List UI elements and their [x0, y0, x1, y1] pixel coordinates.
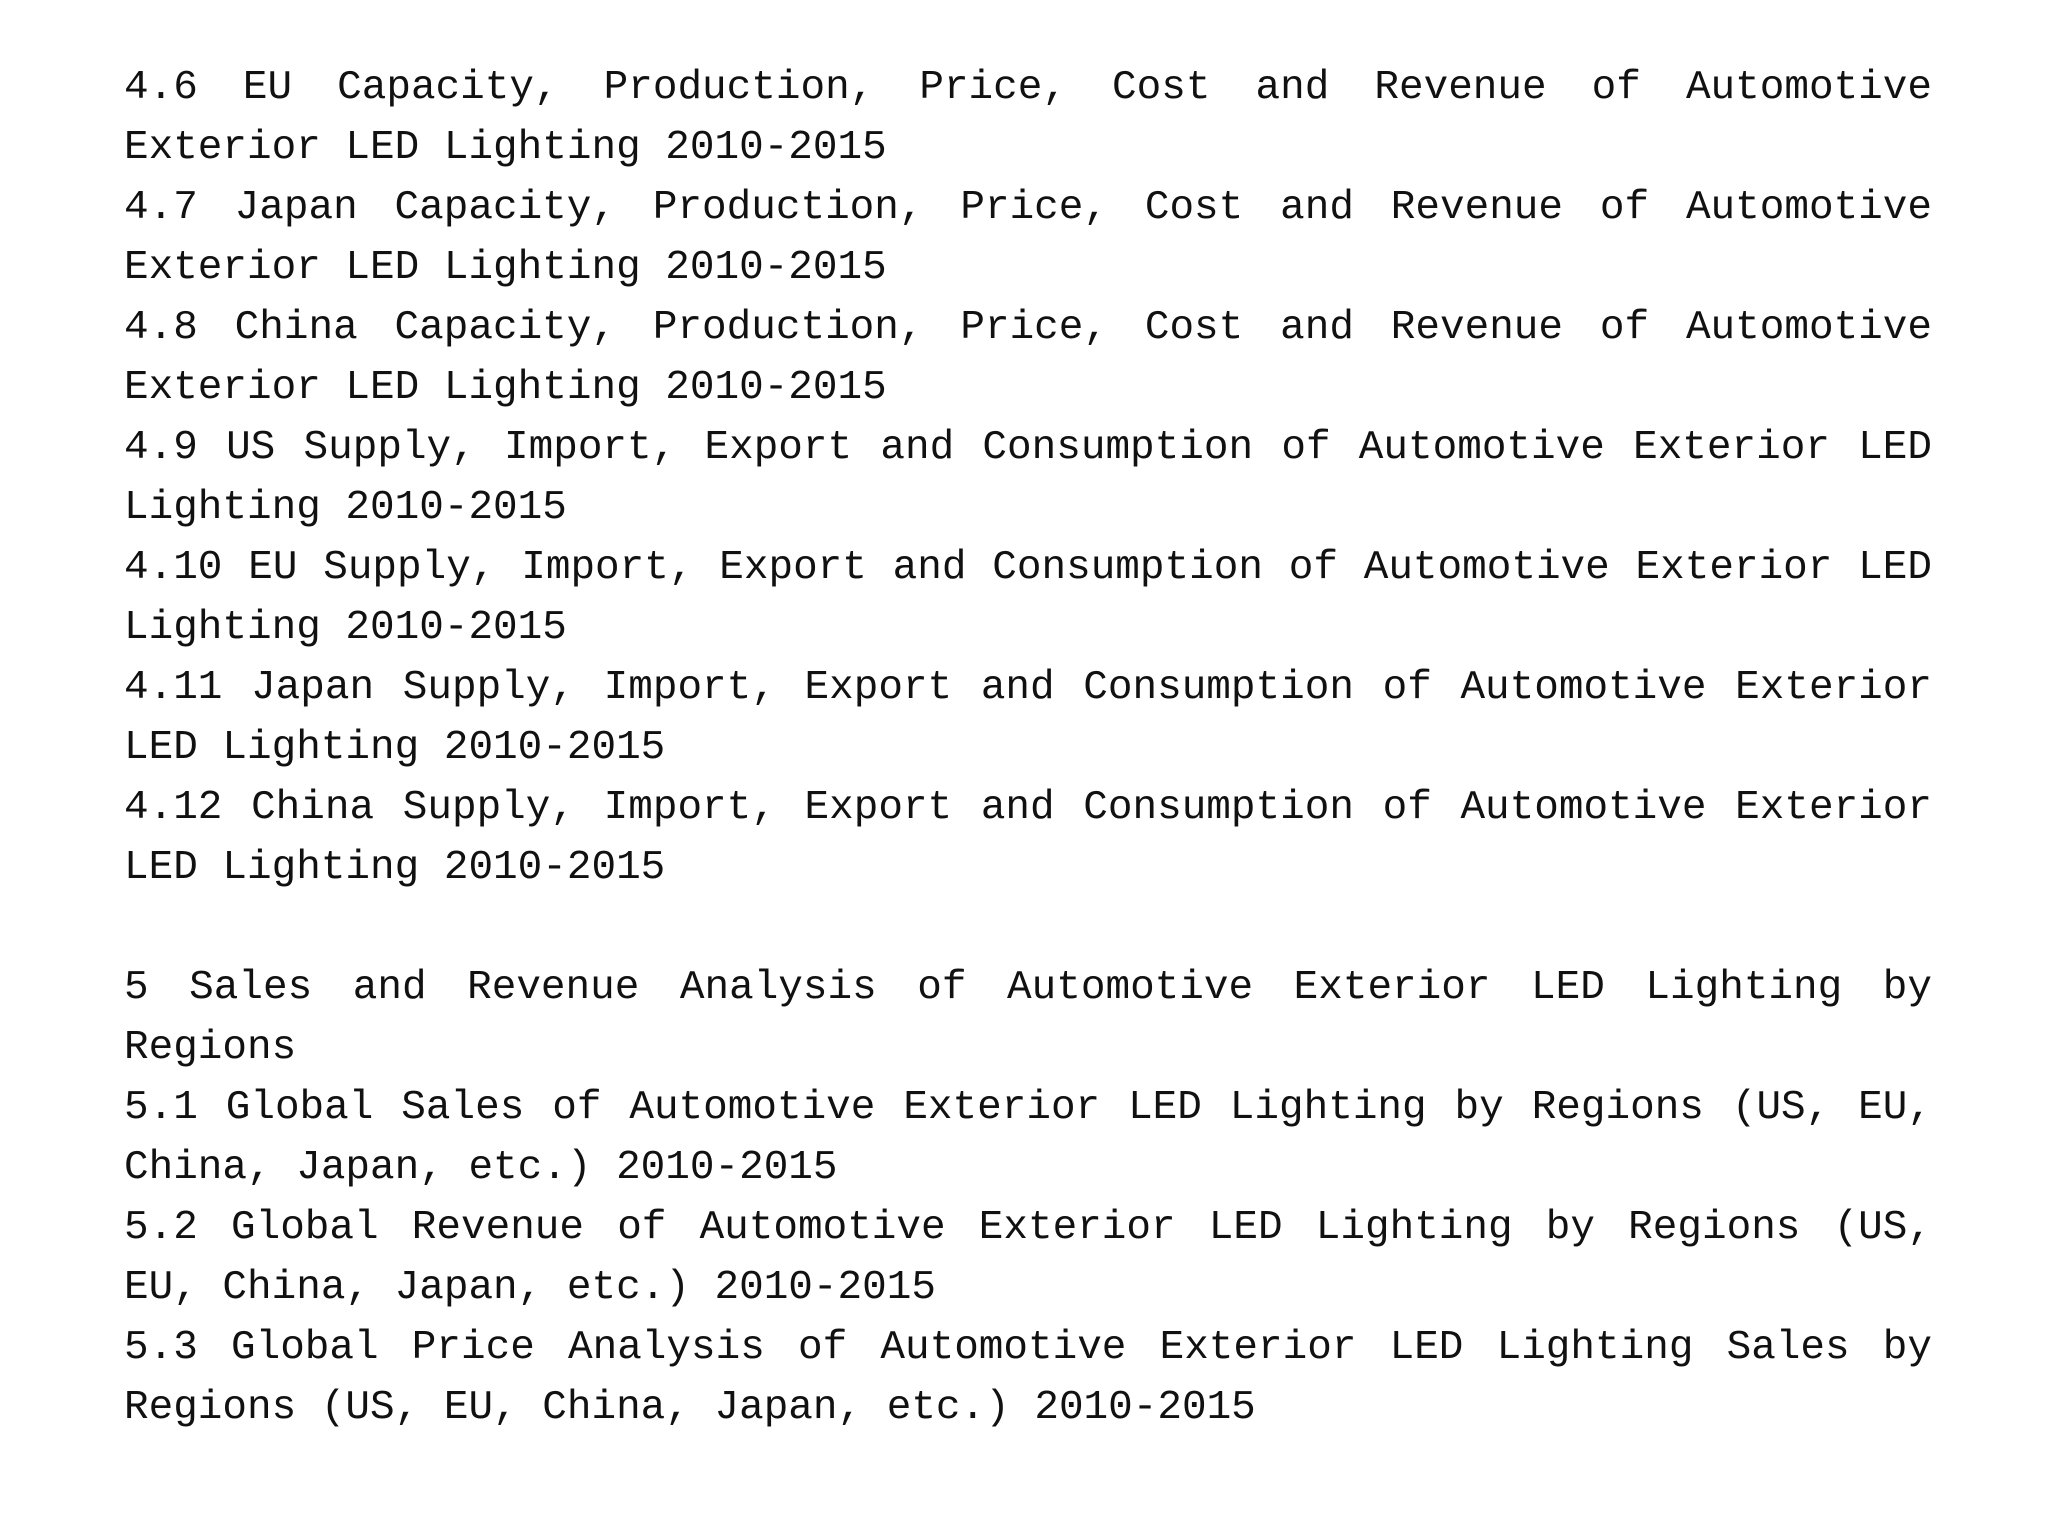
- toc-entry-4-7: 4.7 Japan Capacity, Production, Price, Cost and Revenue of Automotive Exterior LED Lighting 2010-2015: [124, 185, 1932, 291]
- toc-entry-4-12: 4.12 China Supply, Import, Export and Consumption of Automotive Exterior LED Lighting 2010-2015: [124, 785, 1932, 891]
- toc-entry-5-1: 5.1 Global Sales of Automotive Exterior LED Lighting by Regions (US, EU, China, Japan, etc.) 2010-2015: [124, 1085, 1932, 1191]
- toc-entry-5-3: 5.3 Global Price Analysis of Automotive Exterior LED Lighting Sales by Regions (US, EU, China, Japan, etc.) 2010-2015: [124, 1325, 1932, 1431]
- toc-entry-4-8: 4.8 China Capacity, Production, Price, Cost and Revenue of Automotive Exterior LED Lighting 2010-2015: [124, 305, 1932, 411]
- toc-entry-5-2: 5.2 Global Revenue of Automotive Exterior LED Lighting by Regions (US, EU, China, Japan, etc.) 2010-2015: [124, 1205, 1932, 1311]
- toc-entry-4-10: 4.10 EU Supply, Import, Export and Consumption of Automotive Exterior LED Lighting 2010-2015: [124, 545, 1932, 651]
- toc-entry-4-11: 4.11 Japan Supply, Import, Export and Consumption of Automotive Exterior LED Lighting 2010-2015: [124, 665, 1932, 771]
- section-spacer: [124, 898, 1932, 958]
- section-5-heading: 5 Sales and Revenue Analysis of Automotive Exterior LED Lighting by Regions: [124, 965, 1932, 1071]
- table-of-contents: [124, 58, 1932, 1438]
- toc-entry-4-6: 4.6 EU Capacity, Production, Price, Cost and Revenue of Automotive Exterior LED Lighting 2010-2015: [124, 65, 1932, 171]
- toc-entry-4-9: 4.9 US Supply, Import, Export and Consumption of Automotive Exterior LED Lighting 2010-2015: [124, 425, 1932, 531]
